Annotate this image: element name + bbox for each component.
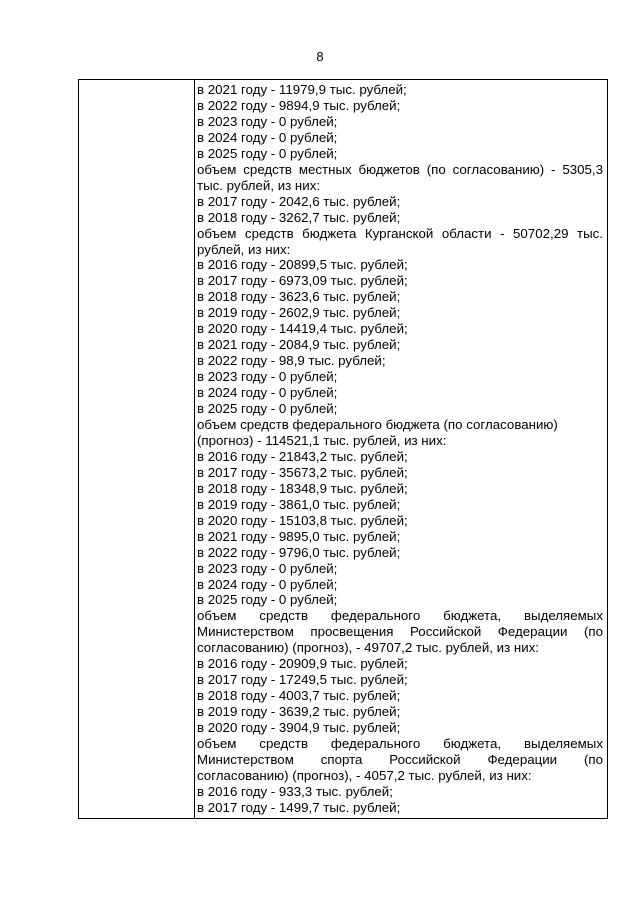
text-line: объем средств федерального бюджета, выделяемых: [197, 608, 603, 624]
text-line: в 2023 году - 0 рублей;: [197, 560, 338, 576]
text-line: в 2022 году - 9796,0 тыс. рублей;: [197, 544, 401, 560]
funding-details-cell: [197, 82, 603, 816]
text-line: в 2018 году - 3262,7 тыс. рублей;: [197, 209, 401, 225]
text-line: в 2025 году - 0 рублей;: [197, 401, 338, 417]
text-line: в 2016 году - 933,3 тыс. рублей;: [197, 783, 393, 799]
text-line: в 2016 году - 20899,5 тыс. рублей;: [197, 257, 408, 273]
text-line: в 2025 году - 0 рублей;: [197, 592, 338, 608]
text-line: согласованию) (прогноз), - 49707,2 тыс. рублей, из них:: [197, 640, 539, 656]
funding-table: [78, 79, 608, 819]
text-line: в 2020 году - 14419,4 тыс. рублей;: [197, 321, 408, 337]
text-line: в 2021 году - 11979,9 тыс. рублей;: [197, 82, 407, 97]
text-line: в 2023 году - 0 рублей;: [197, 113, 338, 129]
text-line: в 2020 году - 15103,8 тыс. рублей;: [197, 512, 408, 528]
text-line: в 2017 году - 1499,7 тыс. рублей;: [197, 799, 401, 815]
text-line: согласованию) (прогноз), - 4057,2 тыс. рублей, из них:: [197, 767, 532, 783]
text-line: Министерством просвещения Российской Федерации (по: [197, 624, 603, 640]
text-line: в 2025 году - 0 рублей;: [197, 145, 338, 161]
text-line: объем средств местных бюджетов (по согласованию) - 5305,3: [197, 161, 603, 177]
text-line: в 2023 году - 0 рублей;: [197, 369, 338, 385]
text-line: в 2017 году - 6973,09 тыс. рублей;: [197, 273, 408, 289]
text-line: в 2019 году - 2602,9 тыс. рублей;: [197, 305, 401, 321]
text-line: в 2016 году - 20909,9 тыс. рублей;: [197, 656, 408, 672]
text-line: в 2019 году - 3639,2 тыс. рублей;: [197, 704, 401, 720]
page-number: 8: [316, 49, 324, 64]
text-line: в 2020 году - 3904,9 тыс. рублей;: [197, 720, 401, 736]
text-line: в 2018 году - 3623,6 тыс. рублей;: [197, 289, 401, 305]
text-line: в 2022 году - 9894,9 тыс. рублей;: [197, 97, 401, 113]
text-line: объем средств федерального бюджета, выделяемых: [197, 736, 603, 752]
text-line: (прогноз) - 114521,1 тыс. рублей, из них:: [197, 432, 447, 448]
text-line: тыс. рублей, из них:: [197, 177, 321, 193]
text-line: Министерством спорта Российской Федерации (по: [197, 751, 603, 767]
text-line: в 2021 году - 9895,0 тыс. рублей;: [197, 528, 401, 544]
text-line: в 2024 году - 0 рублей;: [197, 576, 338, 592]
text-line: объем средств бюджета Курганской области - 50702,29 тыс.: [197, 225, 603, 241]
text-line: в 2016 году - 21843,2 тыс. рублей;: [197, 448, 408, 464]
text-line: в 2017 году - 17249,5 тыс. рублей;: [197, 672, 408, 688]
text-line: в 2024 году - 0 рублей;: [197, 129, 338, 145]
text-line: объем средств федерального бюджета (по согласованию): [197, 416, 558, 432]
column-divider: [194, 80, 195, 818]
text-line: рублей, из них:: [197, 241, 291, 257]
text-line: в 2018 году - 4003,7 тыс. рублей;: [197, 688, 401, 704]
text-line: в 2022 году - 98,9 тыс. рублей;: [197, 353, 386, 369]
text-line: в 2024 году - 0 рублей;: [197, 385, 338, 401]
text-line: в 2021 году - 2084,9 тыс. рублей;: [197, 337, 401, 353]
text-line: в 2017 году - 2042,6 тыс. рублей;: [197, 193, 401, 209]
text-line: в 2018 году - 18348,9 тыс. рублей;: [197, 480, 408, 496]
text-line: в 2017 году - 35673,2 тыс. рублей;: [197, 464, 408, 480]
text-line: в 2019 году - 3861,0 тыс. рублей;: [197, 496, 401, 512]
